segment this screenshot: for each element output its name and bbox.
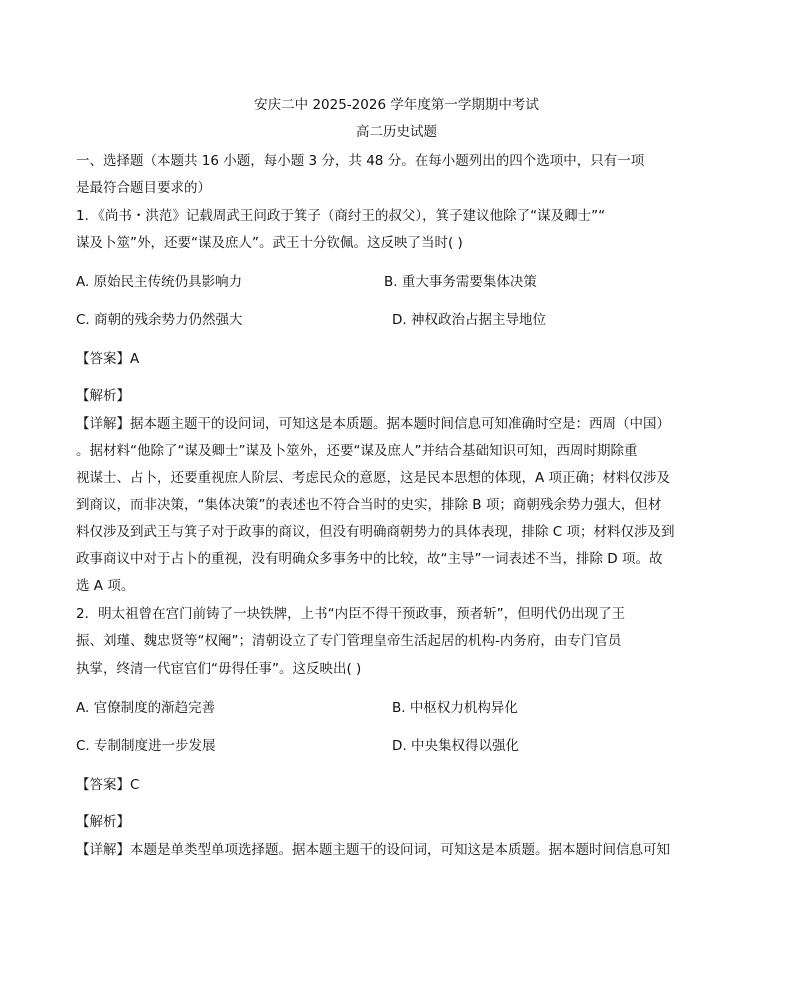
question-1-analysis-line4: 到商议，而非决策，“集体决策”的表述也不符合当时的史实，排除 B 项；商朝残余势力强大，但材 [76, 497, 662, 513]
question-1-option-a: A. 原始民主传统仍具影响力 [76, 274, 243, 290]
question-1-analysis-line1: 【详解】据本题主题干的设问词，可知这是本质题。据本题时间信息可知准确时空是：西周（中国） [76, 416, 670, 432]
question-1-analysis-heading: 【解析】 [76, 388, 130, 404]
question-1-option-d: D. 神权政治占据主导地位 [392, 312, 546, 328]
question-1-option-c: C. 商朝的残余势力仍然强大 [76, 312, 243, 328]
question-2-stem-line2: 振、刘瑾、魏忠贤等“权阉”；清朝设立了专门管理皇帝生活起居的机构-内务府，由专门官员 [76, 633, 622, 649]
question-1-analysis-line3: 视谋士、占卜，还要重视庶人阶层、考虑民众的意愿，这是民本思想的体现，A 项正确；材料仅涉及 [76, 470, 671, 486]
question-1-analysis-line6: 政事商议中对于占卜的重视，没有明确众多事务中的比较，故“主导”一词表述不当，排除 D 项。故 [76, 551, 663, 567]
question-1-option-b: B. 重大事务需要集体决策 [384, 274, 537, 290]
question-2-option-c: C. 专制制度进一步发展 [76, 738, 216, 754]
exam-title: 安庆二中 2025-2026 学年度第一学期期中考试 [254, 97, 539, 113]
question-1-answer: 【答案】A [76, 351, 140, 367]
question-1-analysis-line5: 料仅涉及到武王与箕子对于政事的商议，但没有明确商朝势力的具体表现，排除 C 项；材料仅涉及到 [76, 524, 675, 540]
question-2-option-d: D. 中央集权得以强化 [392, 738, 519, 754]
question-2-option-b: B. 中枢权力机构异化 [392, 700, 518, 716]
question-2-analysis-line1: 【详解】本题是单类型单项选择题。据本题主题干的设问词，可知这是本质题。据本题时间信息可知 [76, 842, 670, 858]
question-1-analysis-line2: 。据材料“他除了“谋及卿士”谋及卜筮外，还要“谋及庶人”并结合基础知识可知，西周时期除重 [76, 443, 638, 459]
question-1-analysis-line7: 选 A 项。 [76, 578, 135, 594]
exam-subtitle: 高二历史试题 [356, 124, 437, 140]
section-heading-line2: 是最符合题目要求的） [76, 180, 211, 196]
question-2-analysis-heading: 【解析】 [76, 814, 130, 830]
question-2-stem-line1: 2．明太祖曾在宫门前铸了一块铁牌，上书“内臣不得干预政事，预者斩”，但明代仍出现了王 [76, 606, 626, 622]
question-1-stem-line1: 1．《尚书・洪范》记载周武王问政于箕子（商纣王的叔父），箕子建议他除了“谋及卿士”“ [76, 208, 606, 224]
question-2-stem-line3: 执掌，终清一代宦官们“毋得任事”。这反映出( ) [76, 661, 362, 677]
question-1-stem-line2: 谋及卜筮”外，还要“谋及庶人”。武王十分钦佩。这反映了当时( ) [76, 235, 463, 251]
section-heading-line1: 一、选择题（本题共 16 小题，每小题 3 分，共 48 分。在每小题列出的四个选项中，只有一项 [76, 153, 645, 169]
question-2-answer: 【答案】C [76, 777, 140, 793]
question-2-option-a: A. 官僚制度的渐趋完善 [76, 700, 216, 716]
